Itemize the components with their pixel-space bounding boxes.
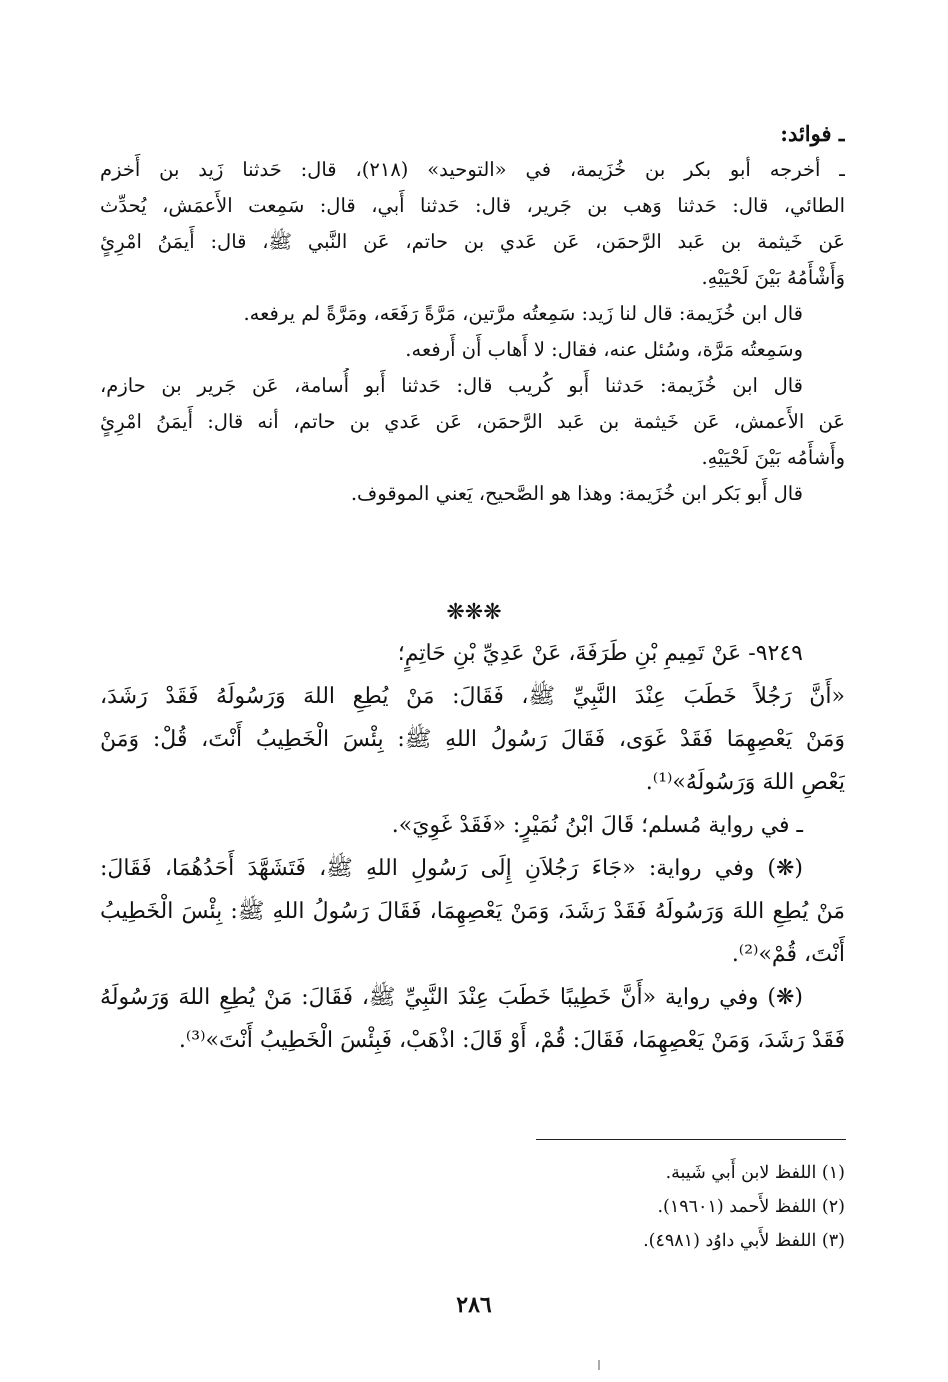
text-line: وسَمِعتُه مَرَّة، وسُئل عنه، فقال: لا أَهاب أَن أَرفعه.	[405, 338, 803, 361]
text-line: عَن خَيثمة بن عَبد الرَّحمَن، عَن عَدي بن حاتم، عَن النَّبي ﷺ، قال: أَيمَنُ امْرِئٍ	[100, 230, 845, 253]
page-number: ٢٨٦	[456, 1292, 492, 1318]
footnote: (١) اللفظ لابن أَبي شَيبة.	[665, 1163, 845, 1183]
hadith-section	[100, 632, 845, 1062]
text-line: الطائي، قال: حَدثنا وَهب بن جَرير، قال: حَدثنا أَبي، قال: سَمِعت الأَعمَش، يُحدِّث	[100, 194, 845, 217]
muslim-narration: ـ في رواية مُسلم؛ قَالَ ابْنُ نُمَيْرٍ: «فَقَدْ غَوِيَ».	[391, 813, 803, 838]
footnote: (٣) اللفظ لأَبي داوُد (٤٩٨١).	[643, 1231, 845, 1251]
text-line: ـ أخرجه أبو بكر بن خُزَيمة، في «التوحيد» (٢١٨)، قال: حَدثنا زَيد بن أَخزم	[100, 158, 845, 181]
narration-line: (❋) وفي رواية «أَنَّ خَطِيبًا خَطَبَ عِنْدَ النَّبِيِّ ﷺ، فَقَالَ: مَنْ يُطِعِ اللهَ وَرَسُولَهُ	[100, 985, 803, 1010]
benefits-section	[100, 116, 845, 512]
footnote-divider	[536, 1139, 846, 1140]
hadith-line: يَعْصِ اللهَ وَرَسُولَهُ»⁽¹⁾.	[645, 770, 845, 795]
section-heading: ـ فوائد:	[780, 121, 845, 146]
text-line: وَأَشْأَمُهُ بَيْنَ لَحْيَيْهِ.	[701, 266, 845, 289]
text-line: عَن الأَعمش، عَن خَيثمة بن عَبد الرَّحمَن، عَن عَدي بن حاتم، أنه قال: أَيمَنُ امْرِئٍ	[100, 410, 845, 433]
text-line: وأَشأَمُه بَيْنَ لَحْيَيْهِ.	[701, 446, 845, 469]
narration-line: (❋) وفي رواية: «جَاءَ رَجُلاَنِ إِلَى رَسُولِ اللهِ ﷺ، فَتَشَهَّدَ أَحَدُهُمَا، فَقَالَ:	[100, 856, 803, 881]
footnotes	[100, 1156, 845, 1258]
narration-line: فَقَدْ رَشَدَ، وَمَنْ يَعْصِهِمَا، فَقَالَ: قُمْ، أَوْ قَالَ: اذْهَبْ، فَبِئْسَ الْخَطِيبُ أَنْتَ»⁽³⁾.	[178, 1028, 845, 1053]
footnote: (٢) اللفظ لأَحمد (١٩٦٠١).	[657, 1197, 845, 1217]
separator-stars: ❋❋❋	[446, 600, 502, 625]
text-line: قال ابن خُزَيمة: حَدثنا أَبو كُريب قال: حَدثنا أَبو أُسامة، عَن جَرير بن حازم،	[100, 374, 803, 397]
narration-line: مَنْ يُطِعِ اللهَ وَرَسُولَهُ فَقَدْ رَشَدَ، وَمَنْ يَعْصِهِمَا، فَقَالَ رَسُولُ اللهِ ﷺ: بِئْسَ الْخَطِيبُ	[100, 899, 845, 924]
text-line: قال ابن خُزَيمة: قال لنا زَيد: سَمِعتُه مرَّتين، مَرَّةً رَفَعَه، ومَرَّةً لم يرفعه.	[243, 302, 803, 325]
hadith-line: «أَنَّ رَجُلاً خَطَبَ عِنْدَ النَّبِيِّ ﷺ، فَقَالَ: مَنْ يُطِعِ اللهَ وَرَسُولَهُ فَقَدْ رَشَدَ،	[100, 684, 845, 709]
text-line: قال أَبو بَكر ابن خُزَيمة: وهذا هو الصَّحيح، يَعني الموقوف.	[350, 482, 803, 505]
hadith-number-line: ٩٢٤٩- عَنْ تَمِيمِ بْنِ طَرَفَةَ، عَنْ عَدِيِّ بْنِ حَاتِمٍ؛	[397, 641, 803, 666]
scan-speck	[598, 1360, 600, 1370]
narration-line: أَنْتَ، قُمْ»⁽²⁾.	[731, 942, 845, 967]
hadith-line: وَمَنْ يَعْصِهِمَا فَقَدْ غَوَى، فَقَالَ رَسُولُ اللهِ ﷺ: بِئْسَ الْخَطِيبُ أَنْتَ، قُلْ: وَمَنْ	[100, 727, 845, 752]
